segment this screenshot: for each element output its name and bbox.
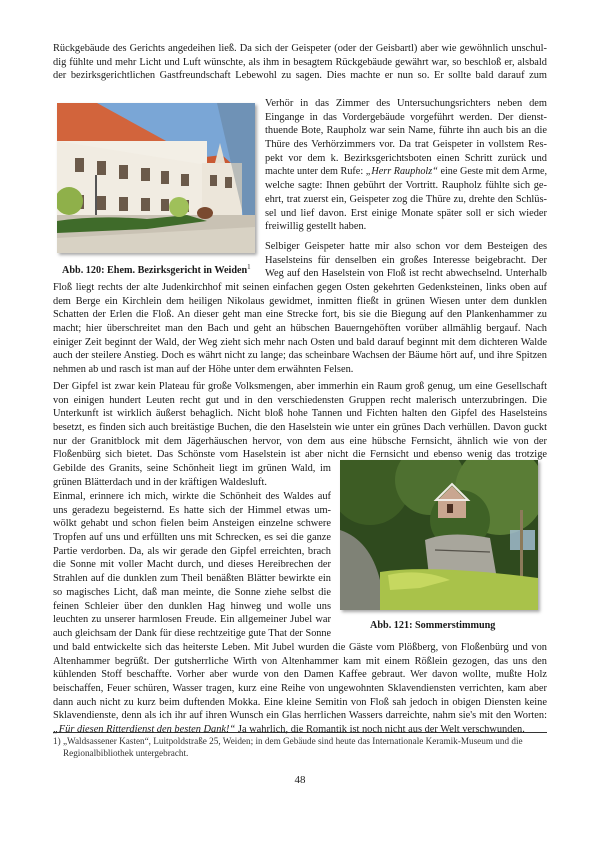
text-line: nehmen ab und rasch ist man auf der Höhe unter dem erwähnten Felsen. [53,364,354,376]
text-line: Der Gipfel ist zwar kein Plateau für große Volksmengen, aber immerhin ein Raum groß genug, um eine Gesellschaft [53,381,547,392]
text-line: Selbiger Geispeter hatte mir also schon vor dem Besteigen des [265,241,547,252]
text-line: Tropfen auf uns und erfüllten uns mit Schrecken, es sei die ganze [53,532,331,544]
text-line: Weg auf den Haselstein von Floß ist recht abwechselnd. Unterhalb [265,268,547,280]
text-line: dig fühlte und mehr Licht und Luft wünschte, als ihm in besagtem Rückgebäude gewährt war, so beschloß er, alsbald [53,56,547,68]
text-fragment: Ja wahrlich, die Romantik ist noch nicht aus der Welt verschwunden. [235,724,525,736]
text-line: und bald entwickelte sich das heiterste Leben. Mit Jubel wurden die Gäste vom Plößberg, von Floßenbürg und von [53,642,547,653]
text-line [53,723,547,737]
paragraph-einmal [53,490,331,641]
text-line: Eingange in das Vordergebäude vorgeführt werden. Der dienst- [265,111,547,123]
text-line: die Sonne mit voller Macht durch, und dieses Hereibrechen der [53,559,331,571]
text-line: beischaffen, Feuer schüren, Wasser tragen, kurz eine Reihe von ungewohnten Sklavendiensten verrichten, kam aber [53,683,547,695]
text-line: kühlenden Stoff beschaffte. Vorher aber wurde von den Damen Kaffee gebraut. Wer davon wollte, mußte Holz [53,669,547,681]
text-line: dem Berge ein Kirchlein dem heiligen Nikolaus gewidmet, inmitten fließt in grünen Wiesen unter dem dunklen [53,295,547,307]
text-line: von einigen hundert Leuten recht gut und in den verschiedensten Gruppen recht malerisch unterzubringen. Die [53,394,547,406]
text-line: Floßenbürg sich bietet. Das Schönste vom Haselstein ist aber nicht die Fernsicht und ebenso wenig das trotzige [53,449,547,461]
text-line: grünen Blätterdach und in der kräftigen Waldesluft. [53,476,267,488]
caption-text: Abb. 121: Sommerstimmung [370,620,496,631]
figure-120-caption [62,263,251,276]
text-line: Einmal, erinnere ich mich, wirkte die Schönheit des Waldes auf [53,491,331,502]
paragraph-gipfel [53,380,547,462]
paragraph-intro [53,42,547,83]
text-line: Verhör in das Zimmer des Untersuchungsrichters neben dem [265,98,547,109]
text-line: welche sagte: Ihnen gebührt der Vortritt. Raupholz fühlte sich ge- [265,180,547,192]
paragraph-leben [53,641,547,737]
paragraph-selbiger [265,240,547,281]
text-line: Thüre des Verhörzimmers vor. Da trat Geispeter in vollstem Res- [265,139,547,151]
figure-sommerstimmung-photo [340,460,538,610]
text-line [265,165,547,179]
page-number: 48 [294,774,306,786]
text-line: ehrt, trat zuerst ein, Geispeter zog die Thüre zu, drehte den Schlüs- [265,193,547,205]
text-line: feinen Schleier über den dunklen Hag hinweg und wolle uns [53,600,331,612]
quote-herr-raupholz: „Herr Raupholz“ [365,166,438,178]
footnote-line: Regionalbibliothek untergebracht. [63,747,189,758]
text-line: besetzt, es finden sich auch breitästige Buchen, die den Haselstein wie unter ein grünes Dach verhüllen. Davon guckt [53,422,547,434]
text-line: Rückgebäude des Gerichts angedeihen ließ. Da sich der Geispeter (oder der Geisbartl) aber wie gewöhnlich unschul- [53,43,547,54]
text-line: Gebilde des Granits, seine Schönheit liegt im grünen Wald, im [53,463,331,474]
figure-bezirksgericht-photo [57,103,255,253]
forest-image [340,460,538,610]
text-line: der bezirksgerichtlichen Gastfreundschaft Lebewohl zu sagen. Dies machte er nun so. Er sollte bald darauf zum [53,70,547,82]
text-line: Floß liegt rechts der alte Judenkirchhof mit seinen einfachen gegen Osten gekehrten Gedenksteinen, links oben auf [53,282,547,293]
text-line: pekt vor dem k. Bezirksgerichtsboten einen Schritt zurück und [265,152,547,164]
paragraph-weg [53,281,547,377]
text-line: Partie verdorben. Da, als wir gerade den Gipfel erreichten, brach [53,545,331,557]
text-line: uns geradezu begeisternd. Es hatte sich der Himmel etwas um- [53,504,331,516]
paragraph-verhoer [265,97,547,234]
text-line: Unterkunft ist wirklich äußerst behaglich. Nicht bloß hohe Tannen und Fichten halten den Gipfel des Haselsteins [53,408,547,420]
text-line: macht; hier überschreitet man den Bach und geht an hübschen Bauerngehöften vorüber allmählig bergauf. Nach [53,323,547,335]
text-line: Schatten der Erlen die Floß. An dieser geht man eine Strecke fort, bis sie die Biegung auf den Plankenhammer zu [53,309,547,321]
caption-text: Abb. 120: Ehem. Bezirksgericht in Weiden [62,265,248,276]
footnote-line: 1) „Waldsassener Kasten“, Luitpoldstraße 25, Weiden; in dem Gebäude sind heute das Internationale Keramik-Museum und die [53,736,523,746]
text-line: Haselsteins für denselben ein großes Interesse beigebracht. Der [265,254,547,266]
text-line: auch gleichsam der Dank für diese rechtzeitige gute That der Sonne [53,627,331,639]
footnote [53,736,547,760]
text-line: so magisches Licht, daß man meinte, die Sonne ziehe selbst die [53,586,331,598]
courthouse-image [57,103,255,253]
text-fragment: eine Geste mit dem Arme, [437,166,547,178]
text-line: thuende Bote, Raupholz war sein Name, führte ihn auch bis an die [265,125,547,137]
text-line: sel und lief davon. Erst einige Monate später soll er sich wieder [265,207,547,219]
text-fragment: machte unter dem Rufe: [265,166,366,178]
text-line: Sklavendienste, denn als ich ihr auf ihren Wunsch ein Glas herrlichen Wassers darreichte, nahm sie's mit den Worten: [53,710,547,722]
paragraph-gipfel-cont [53,462,331,489]
footnote-divider [53,732,547,733]
text-line: auch der steilere Anstieg. Doch es währt nicht zu lange; das scheinbare Wachsen der Bäume hört auf, und ihre Spitzen [53,350,547,362]
text-line: leuchten zu unserer harmlosen Freude. Ein allgemeiner Jubel war [53,614,331,626]
quote-ritterdienst: „Für diesen Ritterdienst den besten Dank!“ [53,724,236,736]
text-line: wölkt gehabt und schon fielen beim Ansteigen einzelne schwere [53,518,331,530]
text-line: nur der Granitblock mit dem Jägerhäuschen hervor, von dem aus eine hübsche Fernsicht, ähnlich wie von der [53,435,547,447]
figure-121-caption [370,620,495,631]
text-line: Strahlen auf die dunklen zum Theil benäßten Blätter bewirkte ein [53,573,331,585]
text-line: dann auch nicht zu kurz beim duftenden Mokka. Eine kleine Semitin von Floß sah jedoch in obigen Diensten keine [53,696,547,708]
text-line: einiger Zeit beginnt der Wald, der Weg zieht sich mehr nach Osten und bald darauf beginnt mit dem dichteren Walde [53,336,547,348]
text-line: Altenhammer begrüßt. Der gutsherrliche Wirth von Altenhammer kam mit einem Rößlein gezogen, das uns den [53,655,547,667]
footnote-ref: 1 [247,263,251,271]
text-line: freiwillig gestellt haben. [265,221,367,233]
